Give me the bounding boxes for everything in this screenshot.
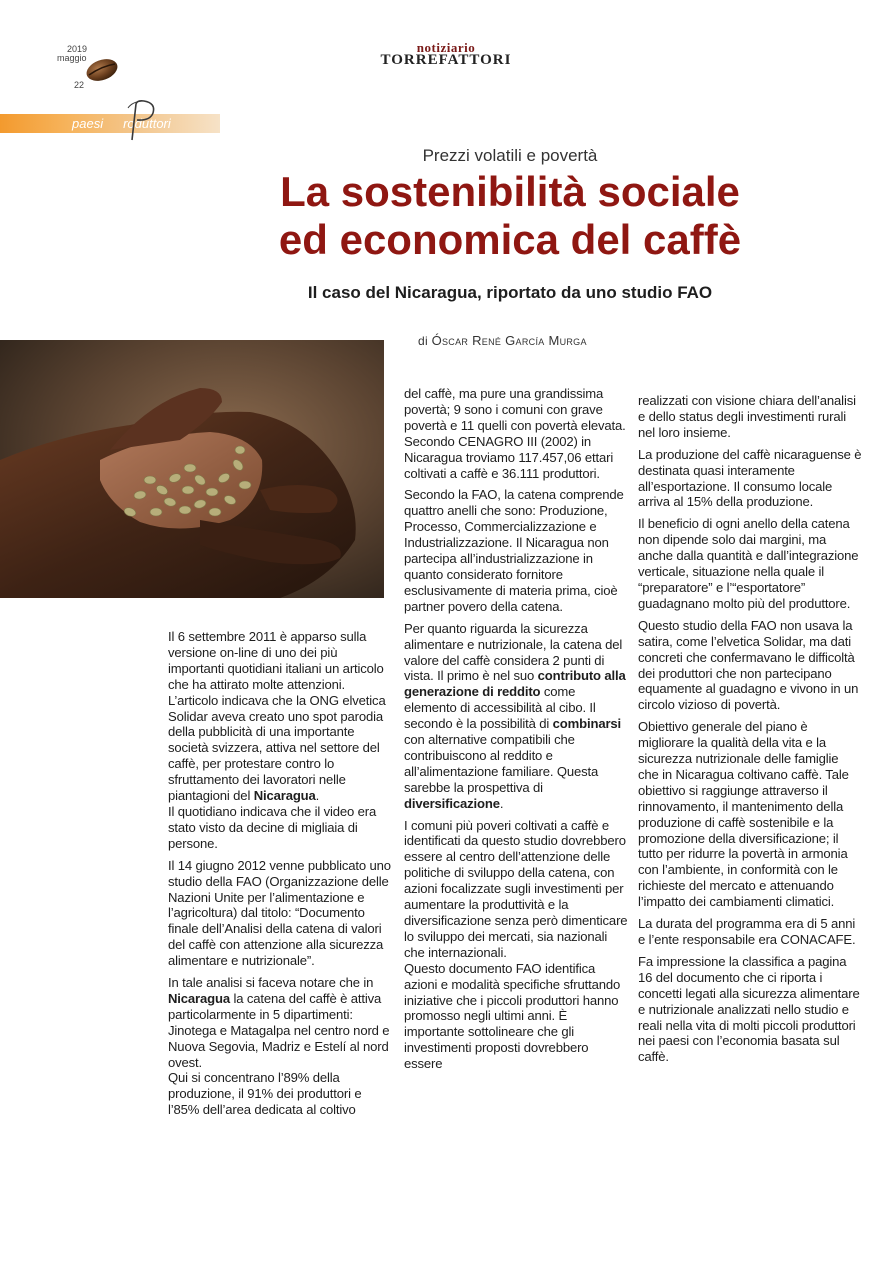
paragraph: Il beneficio di ogni anello della catena non dipende solo dai margini, ma anche dalla quantità e dall’integrazione verticale, situazione nella quale il “preparatore” e l’“esportatore” guadagnano molto più del produttore. [638, 516, 859, 611]
paragraph [404, 487, 628, 614]
paragraph: Obiettivo generale del piano è migliorare la qualità della vita e la sicurezza nutrizionale delle famiglie che in Nicaragua coltivano caffè. Tale obiettivo si raggiunge attraverso il rinnovamento, il mantenimento della produzione di caffè sostenibile e la promozione della diversificazione; il tutto per ridurre la povertà in armonia con l’ambiente, in conformità con le richieste del mercato e attenuando l’impatto dei cambiamenti climatici. [638, 719, 849, 910]
paragraph: del caffè, ma pure una grandissima povertà; 9 sono i comuni con grave povertà e 11 quelli con povertà elevata. Secondo CENAGRO III (2002) in Nicaragua troviamo 117.457,06 ettari coltivati a caffè e 36.111 produttori. [404, 386, 626, 481]
paragraph: Il 14 giugno 2012 venne pubblicato uno studio della FAO (Organizzazione delle Nazioni Unite per l’alimentazione e l’agricoltura) dal titolo: “Documento finale dell’Analisi della catena di valori del caffè con attenzione alla sicurezza alimentare e nutrizionale”. [168, 857, 391, 969]
article-title [150, 168, 870, 264]
text-span: Il quotidiano indicava che il video era stato visto da decine di migliaia di persone. [168, 803, 377, 851]
text-span: Questo documento FAO identifica azioni e modalità specifiche sfruttando iniziative che i piccoli produttori hanno promosso negli ultimi anni. È importante sottolineare che gli investimenti proposti dovrebbero essere [404, 960, 621, 1072]
paragraph [168, 629, 392, 852]
p-letter-icon [122, 98, 162, 142]
text-span: . Il Nicaragua non partecipa all’ [404, 535, 609, 567]
text-column-1 [168, 629, 392, 1124]
paragraph: La produzione del caffè nicaraguense è destinata quasi interamente all’esportazione. Il consumo locale arriva al 15% della produzione. [638, 446, 862, 510]
text-span: in quanto considerato fornitore esclusivamente di materia prima, cioè partner povero della catena. [404, 551, 618, 614]
highlight-text: industrializzazione [475, 551, 580, 567]
byline-prefix: di [418, 334, 428, 348]
text-span: la catena del caffè è attiva particolarmente in 5 dipartimenti: Jinotega e Matagalpa nel centro nord e Nuova Segovia, Madriz e Estelí al nord ovest. [168, 990, 390, 1070]
text-column-3 [638, 393, 862, 1071]
text-span: con alternative compatibili che contribuiscono al reddito e all’alimentazione familiare. Questa sarebbe la prospettiva di [404, 732, 599, 795]
article-title-line1: La sostenibilità sociale [280, 168, 740, 215]
article-kicker: Prezzi volatili e povertà [422, 146, 598, 165]
bold-text: diversificazione [404, 795, 500, 811]
hand-with-coffee-beans-photo [0, 340, 384, 598]
text-span: Secondo la FAO, la catena comprende quattro anelli che sono: [404, 487, 624, 519]
magazine-name: TORREFATTORI [380, 52, 512, 68]
page-number: 22 [74, 80, 85, 90]
issue-month: maggio [57, 53, 87, 63]
author-name: Óscar René García Murga [431, 333, 587, 348]
issue-year: 2019 [67, 44, 88, 54]
text-span: Per quanto riguarda la sicurezza alimentare e nutrizionale, la catena del valore del caffè considera 2 punti di vista. Il primo è nel suo [404, 620, 623, 684]
paragraph [404, 818, 628, 1073]
bold-text: contributo alla generazione di reddito [404, 668, 626, 700]
text-span: come elemento di accessibilità al cibo. Il secondo è la possibilità di [404, 684, 596, 732]
byline [418, 333, 587, 348]
text-span: . [315, 788, 320, 804]
section-label-a: paesi [72, 116, 104, 131]
section-label-b: roduttori [123, 116, 171, 131]
magazine-name-top: notiziario [416, 40, 476, 55]
paragraph: La durata del programma era di 5 anni e l’ente responsabile era CONACAFE. [638, 916, 856, 947]
paragraph [168, 975, 392, 1118]
paragraph [404, 621, 628, 812]
article-title-line2: ed economica del caffè [278, 216, 742, 263]
text-span: Il 6 settembre 2011 è apparso sulla versione on-line di uno dei più importanti quotidiani italiani un articolo che ha attirato molte attenzioni. L’articolo indicava che la ONG elvetica Solidar aveva creato uno spot parodia della pubblicità di una importante società svizzera, attiva nel settore del caffè, per protestare contro lo sfruttamento dei lavoratori nelle piantagioni del [168, 629, 386, 804]
text-span: Qui si concentrano l’89% della produzione, il 91% dei produttori e l’85% dell’area dedicata al coltivo [168, 1070, 362, 1118]
paragraph: Questo studio della FAO non usava la satira, come l’elvetica Solidar, ma dati concreti che confermavano le difficoltà dei produttori che non partecipano equamente al guadagno e vivono in un circolo vizioso di povertà. [638, 617, 859, 713]
text-span: I comuni più poveri coltivati a caffè e identificati da questo studio dovrebbero essere al centro dell’attenzione delle politiche di sviluppo della catena, con azioni focalizzate sugli investimenti per aumentare la produttività e la diversificazione senza però dimenticare lo sviluppo dei mercati, sia nazionali che internazionali. [404, 817, 628, 960]
paragraph: Fa impressione la classifica a pagina 16 del documento che ci riporta i concetti legati alla sicurezza alimentare e nutrizionale analizzati nello studio e reali nella vita di molti piccoli produttori nei paesi con l’economia basata sul caffè. [638, 953, 860, 1065]
text-column-2 [404, 386, 628, 1078]
text-span: In tale analisi si faceva notare che in [168, 975, 374, 991]
paragraph: realizzati con visione chiara dell’analisi e dello status degli investimenti rurali nel loro insieme. [638, 393, 856, 440]
article-subtitle: Il caso del Nicaragua, riportato da uno studio FAO [307, 283, 713, 302]
highlight-text: Produzione, Processo, Commercializzazione e Industrializzazione [404, 503, 608, 551]
text-span: . [499, 795, 504, 811]
bold-text: combinarsi [552, 716, 622, 732]
bold-text: Nicaragua [253, 788, 316, 804]
bold-text: Nicaragua [168, 990, 230, 1006]
